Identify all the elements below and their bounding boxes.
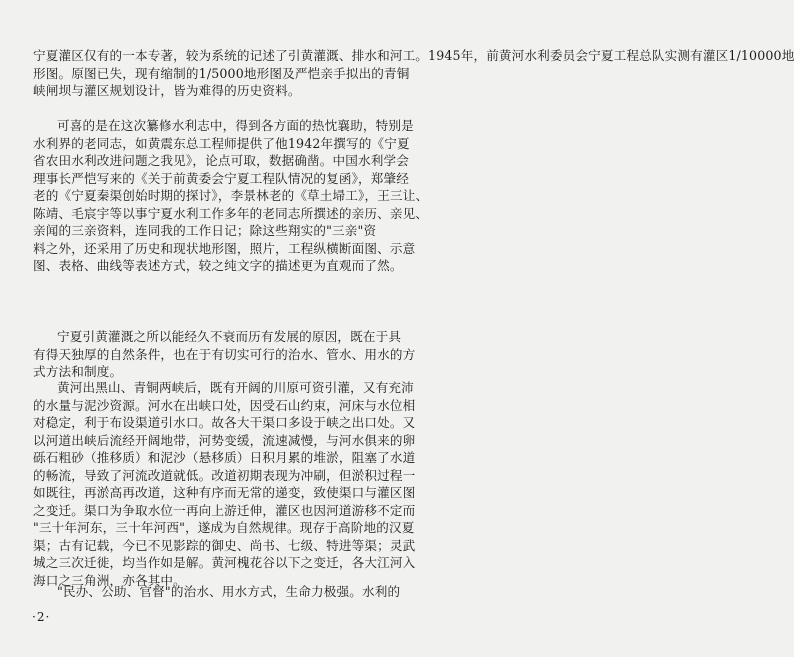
text-line: 峡闸坝与灌区规划设计，皆为难得的历史资料。 bbox=[33, 83, 301, 98]
text-line: 料之外，还采用了历史和现状地形图，照片，工程纵横断面图、示意 bbox=[33, 240, 416, 256]
text-line: 以河道出峡后流经开阔地带，河势变缓，流速减慢，与河水俱来的卵 bbox=[33, 432, 416, 448]
text-line: 有得天独厚的自然条件，也在于有切实可行的治水、管水、用水的方 bbox=[33, 346, 416, 362]
text-line: 老的《宁夏秦渠创始时期的探讨》，李景林老的《草土埽工》，王三让、 bbox=[33, 188, 429, 203]
paragraph-4 bbox=[33, 379, 425, 589]
text-line: 如既往，再淤高再改道，这种有序而无常的递变，致使渠口与灌区图 bbox=[33, 485, 416, 500]
text-line: 的畅流，导致了河流改道就低。改道初期表现为冲刷，但淤积过程一 bbox=[33, 467, 416, 483]
text-line: 砾石粗砂（推移质）和泥沙（悬移质）日积月累的堆淤，阻塞了水道 bbox=[33, 450, 416, 465]
paragraph-2 bbox=[33, 117, 429, 275]
text-line: "民办、公助、官督"的治水、用水方式，生命力极强。水利的 bbox=[57, 584, 401, 599]
paragraph-3 bbox=[33, 328, 425, 381]
text-line: 陈靖、毛宸宇等以事宁夏水利工作多年的老同志所撰述的亲历、亲见、 bbox=[33, 205, 429, 221]
text-line: 海口之三角洲，亦各其中。 bbox=[33, 572, 186, 588]
text-line: "三十年河东，三十年河西"，遂成为自然规律。现存于高阶地的汉夏 bbox=[33, 520, 415, 535]
text-line: 宁夏灌区仅有的一本专著，较为系统的记述了引黄灌溉、排水和河工。1945年，前黄河水利委员会宁夏工程总队实测有灌区1/10000地 bbox=[33, 48, 794, 63]
text-line: 省农田水利改进问题之我见》，论点可取，数据确凿。中国水利学会 bbox=[33, 153, 410, 168]
text-line: 形图。原图已失，现有缩制的1/5000地形图及严恺亲手拟出的青铜 bbox=[33, 65, 410, 81]
text-line: 对稳定，利于布设渠道引水口。故各大干渠口多设于峡之出口处。又 bbox=[33, 415, 416, 430]
text-line: 渠；古有记载，今已不见影踪的御史、尚书、七级、特进等渠；灵武 bbox=[33, 537, 416, 553]
text-line: 图、表格、曲线等表述方式，较之纯文字的描述更为直观而了然。 bbox=[33, 258, 403, 273]
text-line: 式方法和制度。 bbox=[33, 364, 123, 379]
text-line: 理事长严恺写来的《关于前黄委会宁夏工程队情况的复函》，郑肇经 bbox=[33, 170, 410, 186]
text-line: 城之三次迁徙，均当作如是解。黄河槐花谷以下之变迁，各大江河入 bbox=[33, 555, 416, 570]
text-line: 的水量与泥沙资源。河水在出峡口处，因受石山约束，河床与水位相 bbox=[33, 397, 416, 413]
text-line: 水利界的老同志，如黄震东总工程师提供了他1942年撰写的《宁夏 bbox=[33, 135, 410, 151]
text-line: 亲闻的三亲资料，连同我的工作日记；除这些翔实的"三亲"资 bbox=[33, 223, 377, 238]
text-line: 之变迁。渠口为争取水位一再向上游迁伸，灌区也因河道游移不定而 bbox=[33, 502, 416, 518]
paragraph-5 bbox=[33, 583, 425, 601]
page-number: ·2· bbox=[32, 610, 51, 624]
text-line: 可喜的是在这次纂修水利志中，得到各方面的热忱襄助，特别是 bbox=[57, 118, 414, 133]
paragraph-1 bbox=[33, 47, 794, 100]
text-line: 宁夏引黄灌溉之所以能经久不衰而历有发展的原因，既在于具 bbox=[57, 329, 402, 344]
text-line: 黄河出黑山、青铜两峡后，既有开阔的川原可资引灌，又有充沛 bbox=[57, 380, 414, 395]
